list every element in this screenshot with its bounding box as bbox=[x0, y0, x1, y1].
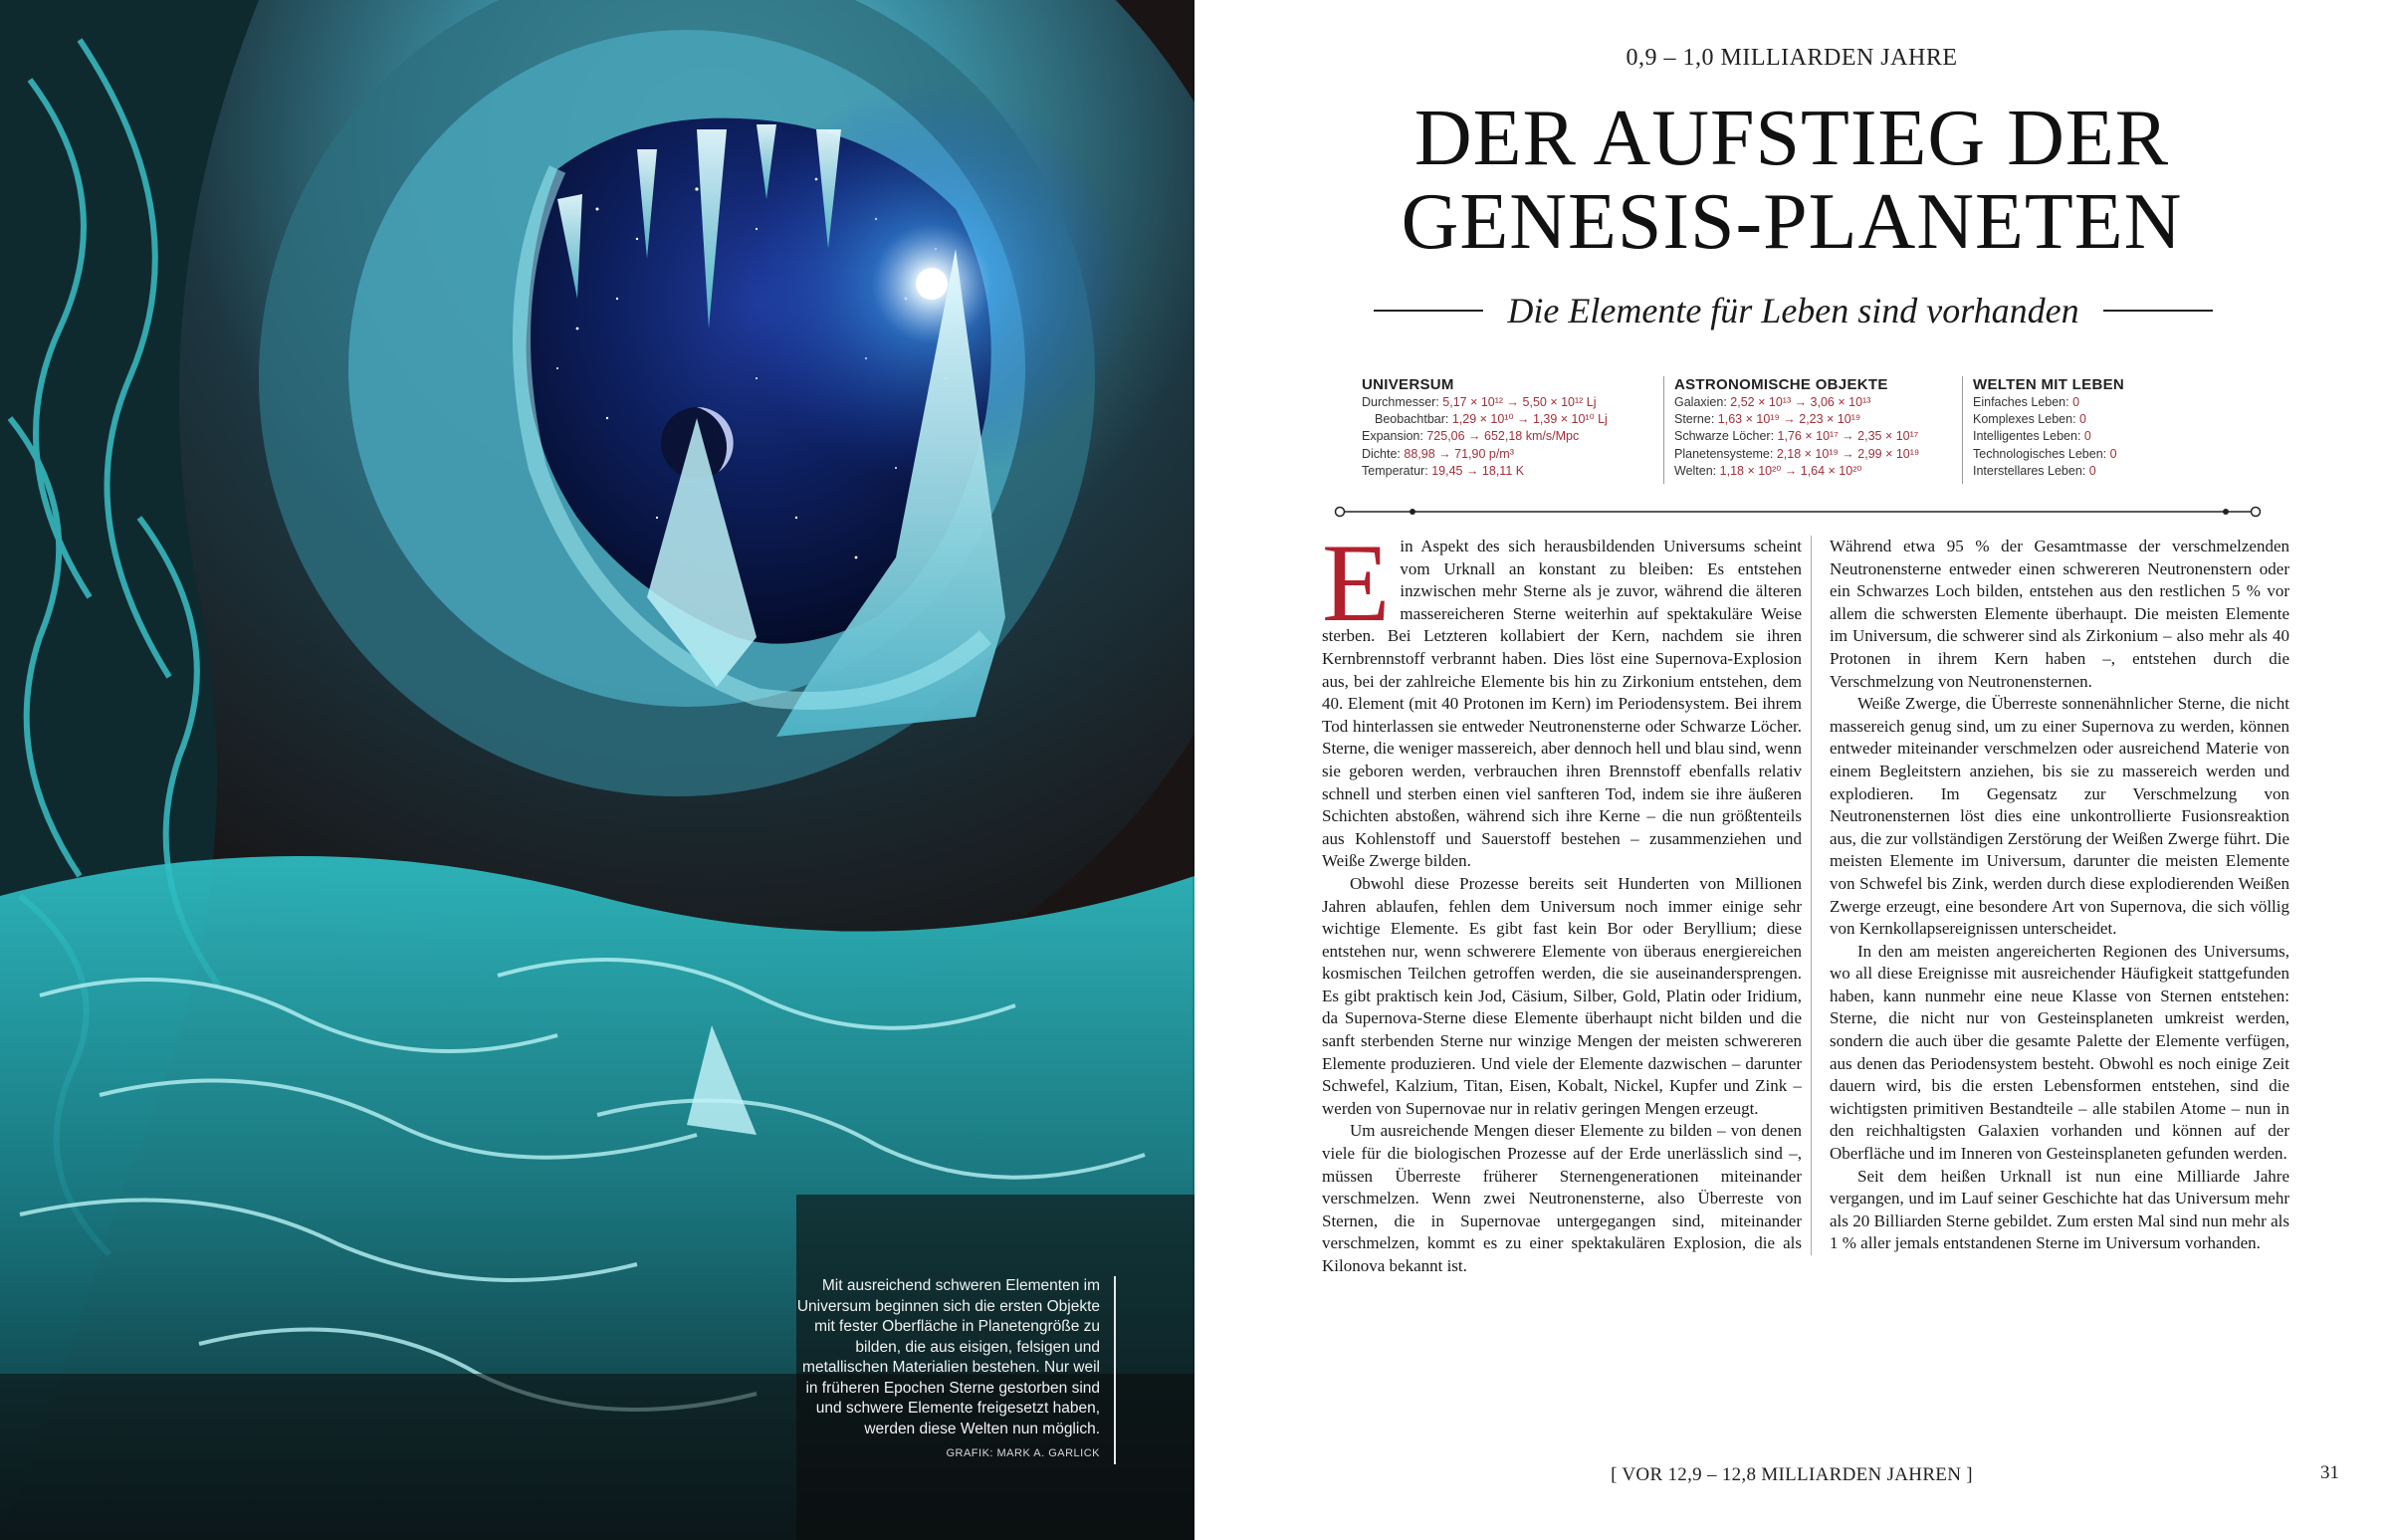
stat-row bbox=[1963, 446, 2229, 463]
stat-label: Beobachtbar: bbox=[1375, 412, 1449, 427]
image-credit: GRAFIK: MARK A. GARLICK bbox=[946, 1447, 1100, 1459]
stat-value: 1,63 × 10¹⁹ → 2,23 × 10¹⁹ bbox=[1717, 412, 1861, 427]
text-column-1 bbox=[1322, 522, 1802, 1278]
stat-label: Temperatur: bbox=[1362, 463, 1428, 478]
stat-row bbox=[1362, 463, 1650, 480]
stat-value: 2,18 × 10¹⁹ → 2,99 × 10¹⁹ bbox=[1776, 446, 1920, 461]
stat-label: Komplexes Leben: bbox=[1973, 412, 2076, 427]
stat-row bbox=[1664, 428, 1948, 445]
stat-row bbox=[1362, 394, 1650, 411]
stat-label: Planetensysteme: bbox=[1674, 446, 1774, 461]
drop-cap: E bbox=[1322, 522, 1391, 645]
stat-row bbox=[1664, 463, 1948, 480]
paragraph: Um ausreichende Mengen dieser Elemente zu bilden – von denen viele für die biologischen Prozesse auf der Erde unerlässlich sind –, müssen Überreste früherer Sternengenerationen miteinander verschmelzen. Wenn zwei Neutronensterne, also Überreste von Sternen, die in Supernovae untergegangen sind, miteinander verschmelzen, kommt es zu einer spektakulären Explosion, die als Kilonova bekannt ist. bbox=[1322, 1121, 1802, 1275]
timeline-divider bbox=[1334, 505, 2262, 519]
stat-value: 0 bbox=[2088, 463, 2096, 478]
title-line-2: GENESIS-PLANETEN bbox=[1401, 178, 2183, 266]
page-number: 31 bbox=[2320, 1462, 2339, 1483]
stat-label: Galaxien: bbox=[1674, 395, 1727, 409]
article-title bbox=[1194, 97, 2389, 264]
stat-label: Sterne: bbox=[1674, 412, 1715, 427]
stat-value: 1,29 × 10¹⁰ → 1,39 × 10¹⁰ Lj bbox=[1451, 412, 1608, 427]
stat-row bbox=[1664, 394, 1948, 411]
stat-label: Einfaches Leben: bbox=[1973, 395, 2069, 409]
stat-label: Schwarze Löcher: bbox=[1674, 429, 1775, 444]
caption-text: Mit ausreichend schweren Elementen im Universum beginnen sich die ersten Objekte mit fester Oberfläche in Planetengröße zu bilden, die aus eisigen, felsigen und metallischen Materialien bestehen. Nur weil in früheren Epochen Sterne gestorben sind und schwere Elemente freigesetzt haben, werden diese Welten nun möglich. bbox=[796, 1277, 1100, 1437]
stat-value: 5,17 × 10¹² → 5,50 × 10¹² Lj bbox=[1442, 395, 1597, 409]
title-line-1: DER AUFSTIEG DER bbox=[1413, 95, 2170, 182]
subtitle-rule-left bbox=[1374, 310, 1483, 312]
text-column-2 bbox=[1811, 536, 2289, 1255]
stat-label: Intelligentes Leben: bbox=[1973, 429, 2081, 444]
stat-label: Expansion: bbox=[1362, 429, 1423, 444]
stats-box bbox=[1362, 376, 2228, 484]
stats-astronomische-objekte bbox=[1663, 376, 1948, 484]
subtitle-row bbox=[1374, 291, 2213, 330]
stat-value: 0 bbox=[2079, 412, 2086, 427]
subtitle-rule-right bbox=[2103, 310, 2213, 312]
stat-label: Dichte: bbox=[1362, 446, 1401, 461]
running-footer: [ VOR 12,9 – 12,8 MILLIARDEN JAHREN ] bbox=[1611, 1464, 1973, 1485]
paragraph: Seit dem heißen Urknall ist nun eine Milliarde Jahre vergangen, und im Lauf seiner Geschichte hat das Universum mehr als 20 Billiarden Sterne gebildet. Zum ersten Mal sind nun mehr als 1 % aller jemals entstandenen Sterne im Universum vorhanden. bbox=[1830, 1166, 2289, 1253]
stats-welten-mit-leben bbox=[1962, 376, 2229, 484]
illustration-page bbox=[0, 0, 1194, 1540]
stat-row bbox=[1664, 446, 1948, 463]
stat-row bbox=[1362, 446, 1650, 463]
stat-value: 1,18 × 10²⁰ → 1,64 × 10²⁰ bbox=[1719, 463, 1862, 478]
stat-label: Technologisches Leben: bbox=[1973, 446, 2107, 461]
paragraph: Obwohl diese Prozesse bereits seit Hunderten von Millionen Jahren ablaufen, fehlen dem Universum noch immer einige sehr wichtige Elemente. Es gibt fast kein Bor oder Beryllium; diese entstehen nur, wenn schwerere Elemente von überaus energiereichen kosmischen Teilchen getroffen werden, die sie auseinandersprengen. Es gibt praktisch kein Jod, Cäsium, Silber, Gold, Platin oder Iridium, da Supernova-Sterne diese Elemente überhaupt nicht bilden und die sanft sterbenden Sterne nur winzige Mengen der meisten schwereren Elemente produzieren. Und viele der Elemente dazwischen – darunter Schwefel, Kalzium, Titan, Eisen, Kobalt, Nickel, Kupfer und Zink – werden von Supernovae nur in relativ geringen Mengen erzeugt. bbox=[1322, 873, 1802, 1118]
article-page bbox=[1194, 0, 2389, 1540]
era-kicker: 0,9 – 1,0 MILLIARDEN JAHRE bbox=[1626, 45, 1958, 71]
stat-value: 1,76 × 10¹⁷ → 2,35 × 10¹⁷ bbox=[1777, 429, 1919, 444]
stat-value: 725,06 → 652,18 km/s/Mpc bbox=[1426, 429, 1580, 444]
stat-value: 0 bbox=[2109, 446, 2117, 461]
illustration-caption bbox=[791, 1276, 1116, 1464]
paragraph: In den am meisten angereicherten Regionen des Universums, wo all diese Ereignisse mit ausreichender Häufigkeit stattgefunden haben, kann nunmehr eine neue Klasse von Sternen entstehen: Sterne, die nicht nur von Gesteinsplaneten umkreist werden, sondern die auch über die gesamte Palette der Elemente verfügen, aus denen das Periodensystem besteht. Obwohl es noch einige Zeit dauern wird, bis die ersten Lebensformen entstehen, sind die wichtigsten primitiven Bestandteile – alle stabilen Atome – nun in den reichhaltigsten Galaxien vorhanden und können auf der Oberfläche und im Inneren von Gesteinsplaneten gefunden werden. bbox=[1830, 941, 2289, 1164]
stat-value: 88,98 → 71,90 p/m³ bbox=[1404, 446, 1514, 461]
stats-heading: ASTRONOMISCHE OBJEKTE bbox=[1674, 376, 1888, 393]
stat-row bbox=[1963, 394, 2229, 411]
stat-row bbox=[1963, 428, 2229, 445]
stat-label: Interstellares Leben: bbox=[1973, 463, 2086, 478]
paragraph: Weiße Zwerge, die Überreste sonnenähnlicher Sterne, die nicht massereich genug sind, um zu einer Supernova zu werden, können entweder miteinander verschmelzen oder ausreichend Materie von einem Begleitstern anziehen, bis sie zu massereich werden und explodieren. Im Gegensatz zur Verschmelzung von Neutronensternen löst dies eine unkontrollierte Fusionsreaktion aus, die zur vollständigen Zerstörung der Weißen Zwerge führt. Die meisten Elemente im Universum, darunter die meisten Elemente von Schwefel bis Zink, werden durch diese explodierenden Weißen Zwerge erzeugt, eine besondere Art von Supernova, die sich völlig von Kernkollapsereignissen unterscheidet. bbox=[1830, 694, 2289, 939]
stat-label: Welten: bbox=[1674, 463, 1717, 478]
stat-row bbox=[1362, 428, 1650, 445]
stats-heading: WELTEN MIT LEBEN bbox=[1973, 376, 2125, 393]
stat-row bbox=[1963, 411, 2229, 428]
stat-value: 0 bbox=[2072, 395, 2080, 409]
paragraph: Während etwa 95 % der Gesamtmasse der verschmelzenden Neutronensterne entweder einen schwereren Neutronenstern oder ein Schwarzes Loch bilden, entstehen aus den restlichen 5 % vor allem die schwersten Elemente überhaupt. Die meisten Elemente im Universum, die schwerer sind als Zirkonium – also mehr als 40 Protonen in ihrem Kern haben –, entstehen durch die Verschmelzung von Neutronensternen. bbox=[1830, 537, 2289, 691]
stat-row bbox=[1963, 463, 2229, 480]
article-subtitle: Die Elemente für Leben sind vorhanden bbox=[1507, 291, 2079, 330]
stats-universum bbox=[1362, 376, 1650, 484]
paragraph: in Aspekt des sich herausbildenden Universums scheint vom Urknall an konstant zu bleiben: Es entstehen inzwischen mehr Sterne als je zuvor, während die älteren massereicheren Sterne weiterhin auf spektakuläre Weise sterben. Bei Letzteren kollabiert der Kern, nachdem sie ihren Kernbrennstoff verbrannt haben. Dies löst eine Supernova-Explosion aus, bei der zahlreiche Elemente bis hin zu Zirkonium entstehen, dem 40. Element (mit 40 Protonen im Kern) im Periodensystem. Bei ihrem Tod hinterlassen sie entweder Neutronensterne oder Schwarze Löcher. Sterne, die weniger massereich, aber dennoch hell und blau sind, wenn sie geboren werden, verbrauchen ihren Brennstoff ebenfalls relativ schnell und sterben einen viel sanfteren Tod, indem sie ihre äußeren Schichten abstoßen, während sich ihre Kerne – die nun größtenteils aus Kohlenstoff und Sauerstoff bestehen – zusammenziehen und Weiße Zwerge bilden. bbox=[1322, 537, 1802, 871]
stat-label: Durchmesser: bbox=[1362, 395, 1439, 409]
stat-value: 19,45 → 18,11 K bbox=[1431, 463, 1525, 478]
stat-value: 0 bbox=[2083, 429, 2091, 444]
stats-heading: UNIVERSUM bbox=[1362, 376, 1454, 393]
stat-row bbox=[1664, 411, 1948, 428]
stat-row bbox=[1362, 411, 1650, 428]
stat-value: 2,52 × 10¹³ → 3,06 × 10¹³ bbox=[1730, 395, 1871, 409]
